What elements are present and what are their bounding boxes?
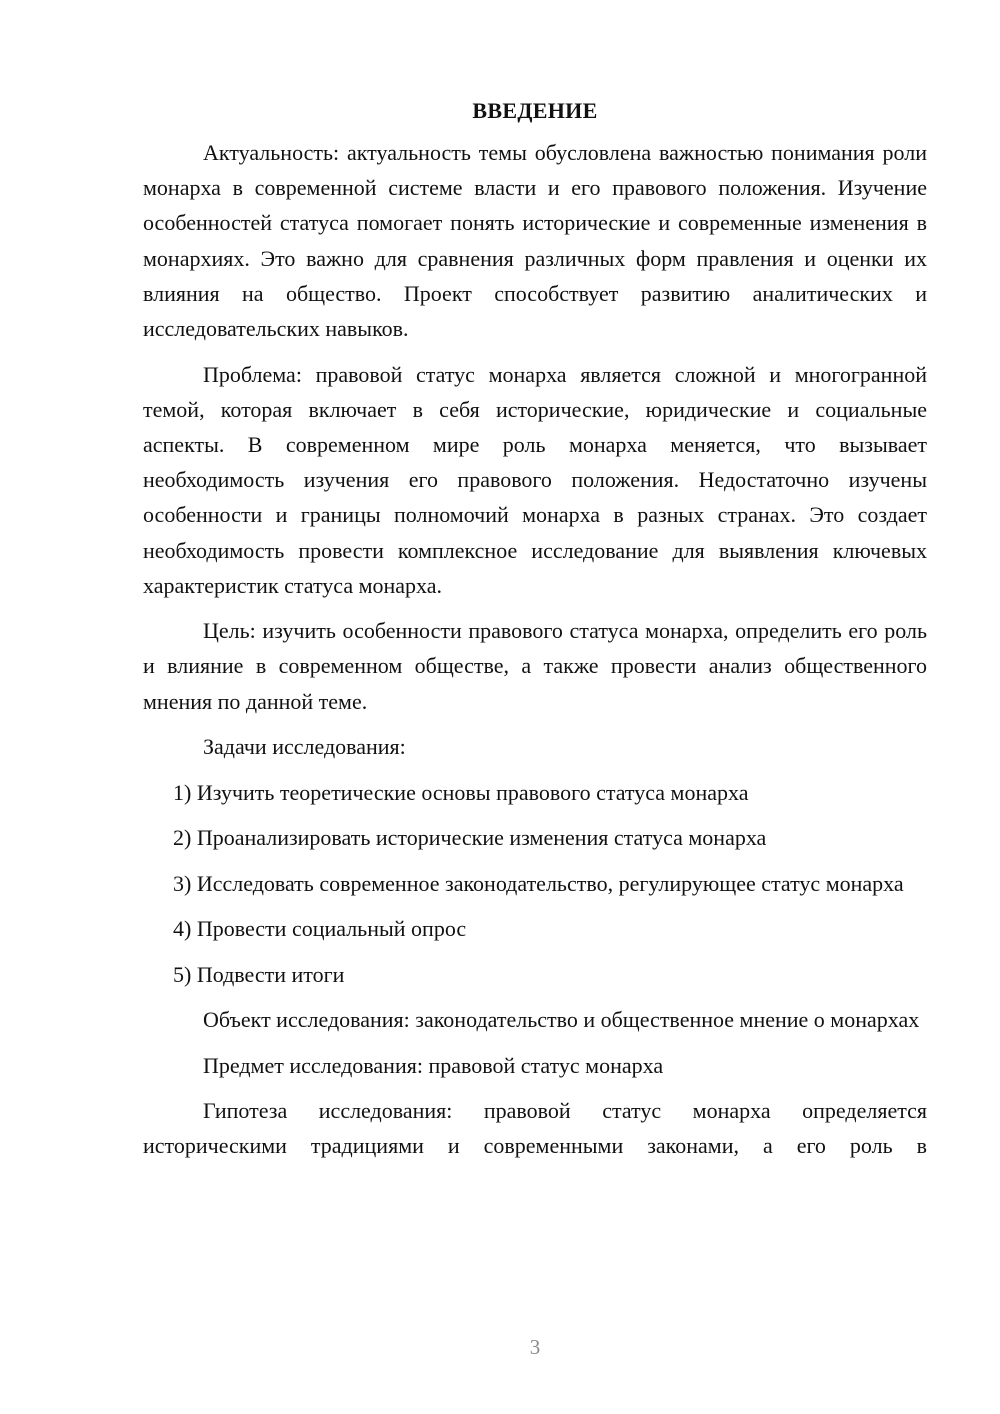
task-item: 5) Подвести итоги (173, 961, 345, 987)
object-paragraph: Объект исследования: законодательство и общественное мнение о монархах (203, 1007, 920, 1033)
section-title: ВВЕДЕНИЕ (472, 98, 598, 123)
relevance-paragraph: Актуальность: актуальность темы обусловлена важностью понимания роли монарха в современной системе власти и его правового положения. Изучение особенностей статуса помогает понять исторические и современные изменения в монархиях. Это важно для сравнения различных форм правления и оценки их влияния на общество. Проект способствует развитию аналитических и исследовательских навыков. (143, 140, 927, 342)
goal-paragraph: Цель: изучить особенности правового статуса монарха, определить его роль и влияние в современном обществе, а также провести анализ общественного мнения по данной теме. (143, 618, 927, 714)
task-item: 1) Изучить теоретические основы правового статуса монарха (173, 779, 749, 805)
hypothesis-paragraph: Гипотеза исследования: правовой статус монарха определяется историческими традициями и современными законами, а его роль в (143, 1098, 927, 1159)
page-number: 3 (529, 1335, 541, 1359)
subject-paragraph: Предмет исследования: правовой статус монарха (203, 1052, 664, 1078)
task-item: 3) Исследовать современное законодательство, регулирующее статус монарха (173, 870, 904, 896)
tasks-heading: Задачи исследования: (203, 734, 406, 760)
problem-paragraph: Проблема: правовой статус монарха является сложной и многогранной темой, которая включает в себя исторические, юридические и социальные аспекты. В современном мире роль монарха меняется, что вызывает необходимость изучения его правового положения. Недостаточно изучены особенности и границы полномочий монарха в разных странах. Это создает необходимость провести комплексное исследование для выявления ключевых характеристик статуса монарха. (143, 361, 927, 598)
task-item: 2) Проанализировать исторические изменения статуса монарха (173, 825, 767, 851)
page-content (143, 93, 927, 1164)
task-item: 4) Провести социальный опрос (173, 916, 467, 942)
